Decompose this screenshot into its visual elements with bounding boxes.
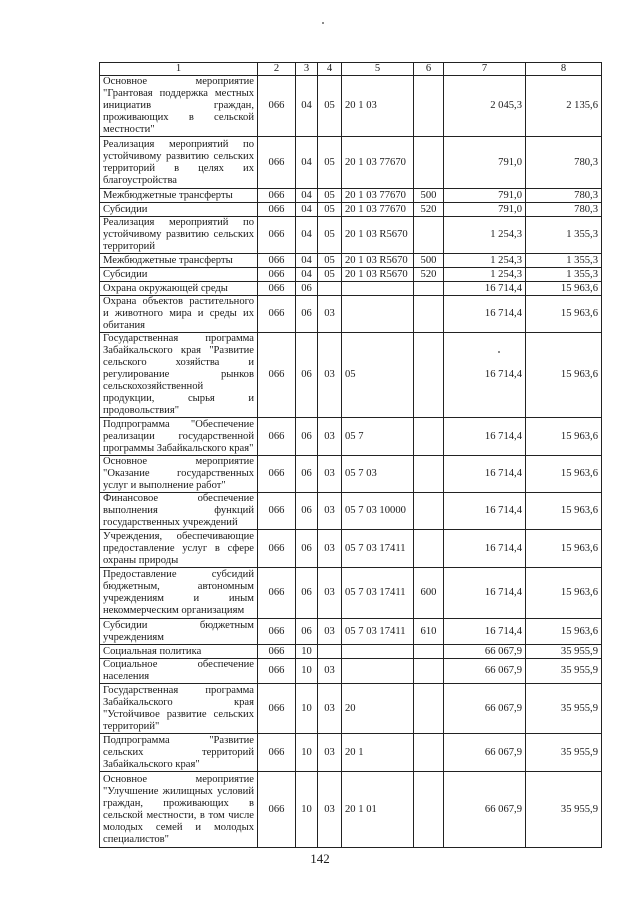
row-c7-cell: 791,0 bbox=[444, 189, 526, 203]
table-row bbox=[100, 282, 602, 296]
row-c7-cell: 791,0 bbox=[444, 137, 526, 189]
row-c8-cell: 35 955,9 bbox=[526, 659, 602, 684]
row-c6-cell: 500 bbox=[414, 254, 444, 268]
row-c2-cell: 066 bbox=[258, 734, 296, 772]
row-c4-cell bbox=[318, 645, 342, 659]
row-name-cell: Реализация мероприятий по устойчивому развитию сельских территорий bbox=[100, 217, 258, 254]
row-c8-cell: 15 963,6 bbox=[526, 333, 602, 418]
row-c7-cell: 66 067,9 bbox=[444, 645, 526, 659]
table-row bbox=[100, 217, 602, 254]
row-c5-cell: 05 7 bbox=[342, 418, 414, 456]
row-c5-cell: 20 1 03 R5670 bbox=[342, 268, 414, 282]
row-name-cell: Социальная политика bbox=[100, 645, 258, 659]
row-c6-cell bbox=[414, 530, 444, 568]
row-name-cell: Межбюджетные трансферты bbox=[100, 189, 258, 203]
row-c8-cell: 35 955,9 bbox=[526, 734, 602, 772]
row-c8-cell: 15 963,6 bbox=[526, 418, 602, 456]
table-row bbox=[100, 493, 602, 530]
row-c2-cell: 066 bbox=[258, 418, 296, 456]
table-row bbox=[100, 137, 602, 189]
row-c5-cell: 20 1 03 bbox=[342, 76, 414, 137]
row-c5-cell: 05 7 03 17411 bbox=[342, 619, 414, 645]
row-name-cell: Основное мероприятие "Улучшение жилищных условий граждан, проживающих в сельской местности, в том числе молодых семей и молодых специалистов" bbox=[100, 772, 258, 848]
row-c2-cell: 066 bbox=[258, 268, 296, 282]
row-c3-cell: 06 bbox=[296, 456, 318, 493]
table-row bbox=[100, 734, 602, 772]
row-c3-cell: 06 bbox=[296, 619, 318, 645]
row-c2-cell: 066 bbox=[258, 772, 296, 848]
row-c7-cell: 16 714,4 bbox=[444, 493, 526, 530]
row-c4-cell: 03 bbox=[318, 456, 342, 493]
row-c8-cell: 2 135,6 bbox=[526, 76, 602, 137]
row-c5-cell bbox=[342, 659, 414, 684]
row-c7-cell: 16 714,4 bbox=[444, 282, 526, 296]
row-c4-cell: 03 bbox=[318, 530, 342, 568]
row-c7-cell: 16 714,4 bbox=[444, 530, 526, 568]
table-row bbox=[100, 530, 602, 568]
row-c8-cell: 15 963,6 bbox=[526, 568, 602, 619]
row-c8-cell: 1 355,3 bbox=[526, 217, 602, 254]
table-row bbox=[100, 456, 602, 493]
table-row bbox=[100, 772, 602, 848]
row-c6-cell bbox=[414, 493, 444, 530]
row-c2-cell: 066 bbox=[258, 137, 296, 189]
row-c7-cell: 16 714,4 bbox=[444, 333, 526, 418]
row-c3-cell: 04 bbox=[296, 137, 318, 189]
row-c5-cell bbox=[342, 296, 414, 333]
row-c8-cell: 15 963,6 bbox=[526, 296, 602, 333]
row-c2-cell: 066 bbox=[258, 645, 296, 659]
row-c8-cell: 15 963,6 bbox=[526, 282, 602, 296]
row-c3-cell: 10 bbox=[296, 645, 318, 659]
scan-speck bbox=[322, 22, 324, 24]
row-name-cell: Субсидии бюджетным учреждениям bbox=[100, 619, 258, 645]
table-header-row bbox=[100, 63, 602, 76]
row-c4-cell: 05 bbox=[318, 203, 342, 217]
row-c5-cell: 20 1 bbox=[342, 734, 414, 772]
row-c2-cell: 066 bbox=[258, 282, 296, 296]
row-c4-cell: 05 bbox=[318, 137, 342, 189]
row-c6-cell bbox=[414, 734, 444, 772]
row-c8-cell: 780,3 bbox=[526, 203, 602, 217]
table-row bbox=[100, 684, 602, 734]
row-c3-cell: 10 bbox=[296, 684, 318, 734]
row-c7-cell: 16 714,4 bbox=[444, 418, 526, 456]
page-number: 142 bbox=[310, 851, 330, 866]
row-c7-cell: 791,0 bbox=[444, 203, 526, 217]
row-c6-cell bbox=[414, 282, 444, 296]
row-c2-cell: 066 bbox=[258, 684, 296, 734]
row-c2-cell: 066 bbox=[258, 456, 296, 493]
row-c5-cell: 20 1 03 77670 bbox=[342, 203, 414, 217]
table-row bbox=[100, 333, 602, 418]
row-c2-cell: 066 bbox=[258, 76, 296, 137]
budget-table bbox=[99, 62, 602, 848]
row-c8-cell: 780,3 bbox=[526, 137, 602, 189]
row-c4-cell: 05 bbox=[318, 217, 342, 254]
row-c5-cell: 05 7 03 10000 bbox=[342, 493, 414, 530]
row-c4-cell: 03 bbox=[318, 418, 342, 456]
row-c4-cell: 03 bbox=[318, 772, 342, 848]
row-name-cell: Государственная программа Забайкальского края "Развитие сельского хозяйства и регулирование рынков сельскохозяйственной продукции, сырья и продовольствия" bbox=[100, 333, 258, 418]
row-c7-cell: 66 067,9 bbox=[444, 734, 526, 772]
row-name-cell: Реализация мероприятий по устойчивому развитию сельских территорий в целях их благоустройства bbox=[100, 137, 258, 189]
row-c4-cell: 03 bbox=[318, 659, 342, 684]
row-c7-cell: 16 714,4 bbox=[444, 568, 526, 619]
row-name-cell: Охрана объектов растительного и животного мира и среды их обитания bbox=[100, 296, 258, 333]
table-row bbox=[100, 203, 602, 217]
header-cell: 6 bbox=[414, 63, 444, 76]
row-c6-cell bbox=[414, 76, 444, 137]
row-c6-cell bbox=[414, 772, 444, 848]
table-row bbox=[100, 296, 602, 333]
row-c3-cell: 06 bbox=[296, 296, 318, 333]
row-c7-cell: 1 254,3 bbox=[444, 254, 526, 268]
row-c5-cell: 20 1 03 77670 bbox=[342, 137, 414, 189]
row-c7-cell: 1 254,3 bbox=[444, 217, 526, 254]
row-c3-cell: 10 bbox=[296, 659, 318, 684]
table-row bbox=[100, 189, 602, 203]
row-c6-cell bbox=[414, 333, 444, 418]
row-c4-cell: 03 bbox=[318, 619, 342, 645]
header-cell: 7 bbox=[444, 63, 526, 76]
row-c6-cell: 520 bbox=[414, 203, 444, 217]
row-c2-cell: 066 bbox=[258, 254, 296, 268]
row-c5-cell: 05 7 03 bbox=[342, 456, 414, 493]
row-c2-cell: 066 bbox=[258, 619, 296, 645]
row-c4-cell: 03 bbox=[318, 734, 342, 772]
row-c3-cell: 06 bbox=[296, 282, 318, 296]
row-c8-cell: 15 963,6 bbox=[526, 493, 602, 530]
table-row bbox=[100, 619, 602, 645]
row-c5-cell bbox=[342, 282, 414, 296]
row-c4-cell: 03 bbox=[318, 493, 342, 530]
row-c2-cell: 066 bbox=[258, 217, 296, 254]
row-c8-cell: 35 955,9 bbox=[526, 645, 602, 659]
row-c2-cell: 066 bbox=[258, 493, 296, 530]
row-c8-cell: 1 355,3 bbox=[526, 268, 602, 282]
row-c5-cell: 20 1 03 R5670 bbox=[342, 254, 414, 268]
row-c3-cell: 06 bbox=[296, 493, 318, 530]
row-c3-cell: 06 bbox=[296, 530, 318, 568]
table-row bbox=[100, 418, 602, 456]
row-c8-cell: 780,3 bbox=[526, 189, 602, 203]
row-c3-cell: 06 bbox=[296, 568, 318, 619]
row-c4-cell: 03 bbox=[318, 568, 342, 619]
row-c2-cell: 066 bbox=[258, 333, 296, 418]
row-c2-cell: 066 bbox=[258, 189, 296, 203]
row-name-cell: Финансовое обеспечение выполнения функций государственных учреждений bbox=[100, 493, 258, 530]
table-row bbox=[100, 76, 602, 137]
row-c6-cell bbox=[414, 137, 444, 189]
table-row bbox=[100, 568, 602, 619]
row-c5-cell: 20 bbox=[342, 684, 414, 734]
header-cell: 5 bbox=[342, 63, 414, 76]
row-c2-cell: 066 bbox=[258, 203, 296, 217]
row-c6-cell: 520 bbox=[414, 268, 444, 282]
row-name-cell: Основное мероприятие "Грантовая поддержка местных инициатив граждан, проживающих в сельской местности" bbox=[100, 76, 258, 137]
row-c8-cell: 1 355,3 bbox=[526, 254, 602, 268]
row-c3-cell: 06 bbox=[296, 418, 318, 456]
row-c2-cell: 066 bbox=[258, 296, 296, 333]
row-c4-cell: 05 bbox=[318, 189, 342, 203]
row-name-cell: Субсидии bbox=[100, 268, 258, 282]
row-c7-cell: 2 045,3 bbox=[444, 76, 526, 137]
row-c4-cell: 03 bbox=[318, 333, 342, 418]
row-c3-cell: 04 bbox=[296, 76, 318, 137]
row-name-cell: Учреждения, обеспечивающие предоставление услуг в сфере охраны природы bbox=[100, 530, 258, 568]
row-c3-cell: 06 bbox=[296, 333, 318, 418]
row-c7-cell: 66 067,9 bbox=[444, 772, 526, 848]
row-c7-cell: 66 067,9 bbox=[444, 659, 526, 684]
row-c4-cell: 03 bbox=[318, 684, 342, 734]
row-name-cell: Основное мероприятие "Оказание государственных услуг и выполнение работ" bbox=[100, 456, 258, 493]
row-c6-cell bbox=[414, 217, 444, 254]
row-c5-cell: 20 1 01 bbox=[342, 772, 414, 848]
row-c2-cell: 066 bbox=[258, 568, 296, 619]
row-c8-cell: 15 963,6 bbox=[526, 619, 602, 645]
row-c3-cell: 04 bbox=[296, 254, 318, 268]
row-c7-cell: 16 714,4 bbox=[444, 296, 526, 333]
row-c4-cell: 05 bbox=[318, 76, 342, 137]
row-c7-cell: 1 254,3 bbox=[444, 268, 526, 282]
header-cell: 3 bbox=[296, 63, 318, 76]
row-c6-cell bbox=[414, 456, 444, 493]
header-cell: 8 bbox=[526, 63, 602, 76]
row-c8-cell: 35 955,9 bbox=[526, 772, 602, 848]
row-name-cell: Государственная программа Забайкальского края "Устойчивое развитие сельских территорий" bbox=[100, 684, 258, 734]
header-cell: 4 bbox=[318, 63, 342, 76]
row-c6-cell: 610 bbox=[414, 619, 444, 645]
budget-table-body bbox=[100, 63, 602, 848]
row-name-cell: Межбюджетные трансферты bbox=[100, 254, 258, 268]
row-name-cell: Подпрограмма "Обеспечение реализации государственной программы Забайкальского края" bbox=[100, 418, 258, 456]
row-c5-cell: 20 1 03 R5670 bbox=[342, 217, 414, 254]
row-c5-cell: 05 7 03 17411 bbox=[342, 530, 414, 568]
row-c4-cell: 05 bbox=[318, 254, 342, 268]
row-c6-cell: 500 bbox=[414, 189, 444, 203]
row-c7-cell: 66 067,9 bbox=[444, 684, 526, 734]
row-c8-cell: 35 955,9 bbox=[526, 684, 602, 734]
row-c7-cell: 16 714,4 bbox=[444, 619, 526, 645]
row-c6-cell bbox=[414, 659, 444, 684]
row-c6-cell bbox=[414, 418, 444, 456]
row-c3-cell: 04 bbox=[296, 268, 318, 282]
header-cell: 1 bbox=[100, 63, 258, 76]
row-c6-cell bbox=[414, 645, 444, 659]
row-c5-cell: 05 7 03 17411 bbox=[342, 568, 414, 619]
row-name-cell: Охрана окружающей среды bbox=[100, 282, 258, 296]
row-c6-cell bbox=[414, 296, 444, 333]
row-c8-cell: 15 963,6 bbox=[526, 530, 602, 568]
header-cell: 2 bbox=[258, 63, 296, 76]
table-row bbox=[100, 659, 602, 684]
row-c5-cell bbox=[342, 645, 414, 659]
row-c4-cell: 05 bbox=[318, 268, 342, 282]
row-c3-cell: 04 bbox=[296, 189, 318, 203]
row-c2-cell: 066 bbox=[258, 659, 296, 684]
table-row bbox=[100, 268, 602, 282]
row-c3-cell: 10 bbox=[296, 772, 318, 848]
row-c5-cell: 05 bbox=[342, 333, 414, 418]
row-c6-cell bbox=[414, 684, 444, 734]
row-c4-cell: 03 bbox=[318, 296, 342, 333]
row-name-cell: Предоставление субсидий бюджетным, автономным учреждениям и иным некоммерческим организациям bbox=[100, 568, 258, 619]
row-c3-cell: 10 bbox=[296, 734, 318, 772]
row-name-cell: Социальное обеспечение населения bbox=[100, 659, 258, 684]
table-row bbox=[100, 254, 602, 268]
table-row bbox=[100, 645, 602, 659]
row-c5-cell: 20 1 03 77670 bbox=[342, 189, 414, 203]
row-name-cell: Подпрограмма "Развитие сельских территорий Забайкальского края" bbox=[100, 734, 258, 772]
row-c7-cell: 16 714,4 bbox=[444, 456, 526, 493]
row-c3-cell: 04 bbox=[296, 203, 318, 217]
row-c6-cell: 600 bbox=[414, 568, 444, 619]
row-c2-cell: 066 bbox=[258, 530, 296, 568]
row-c8-cell: 15 963,6 bbox=[526, 456, 602, 493]
row-c4-cell bbox=[318, 282, 342, 296]
row-name-cell: Субсидии bbox=[100, 203, 258, 217]
row-c3-cell: 04 bbox=[296, 217, 318, 254]
